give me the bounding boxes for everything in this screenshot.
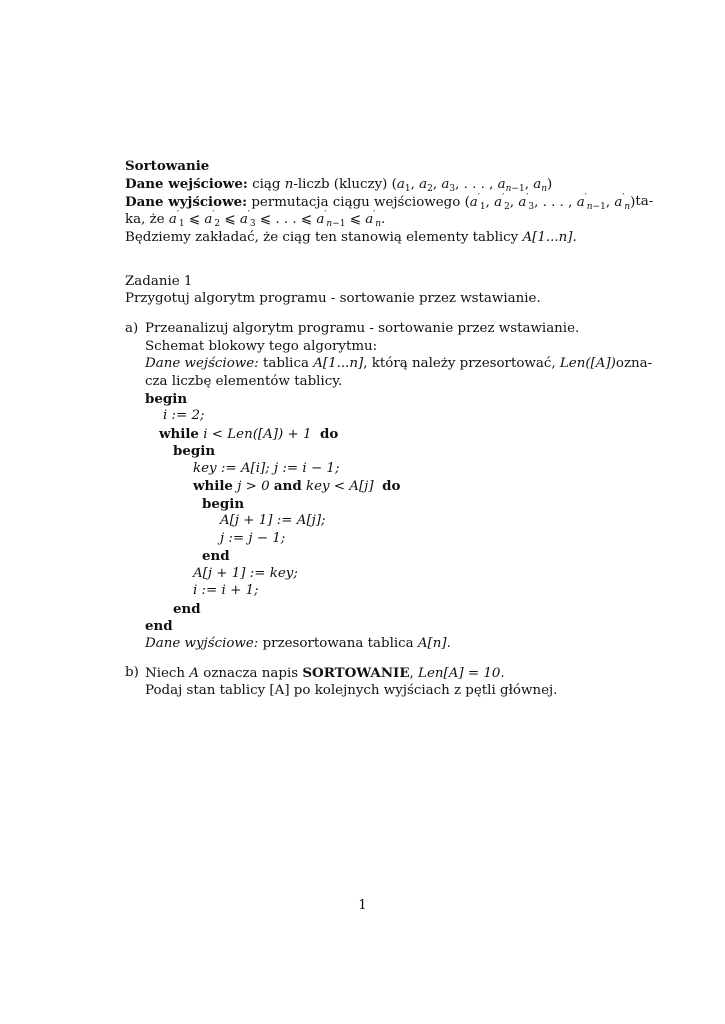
input-sequence-formula: ($a_1$, $a_2$, $a_3$, . . . , $a_{n-1}$, $a_n$) [391, 177, 553, 194]
task-subtitle: Przygotuj algorytm programu - sortowanie przez wstawianie. [125, 291, 541, 306]
output-tail: ta- [635, 194, 654, 209]
input-description [125, 175, 552, 194]
code-decrement: j := j − 1; [220, 531, 286, 546]
code-while-outer: while i < Len([A]) + 1 do [159, 426, 339, 442]
part-a-marker: a) [125, 321, 139, 336]
task-title: Zadanie 1 [125, 274, 193, 289]
part-b-line1: Niech A oznacza napis SORTOWANIE, Len[A] = 10. [145, 665, 505, 681]
input-text: ciąg [252, 177, 281, 192]
part-a-input-label: Dane wejściowe: [145, 356, 259, 371]
part-b-line2: Podaj stan tablicy [A] po kolejnych wyjściach z pętli głównej. [145, 683, 558, 698]
input-label: Dane wejściowe: [125, 176, 248, 192]
output-description [125, 193, 654, 212]
code-increment: i := i + 1; [193, 583, 259, 598]
part-a-output-line: Dane wyjściowe: przesortowana tablica A[n]. [145, 636, 451, 651]
code-while-inner: while j > 0 and key < A[j] do [193, 478, 401, 494]
code-end-1: end [173, 601, 201, 617]
part-a-line2: Schemat blokowy tego algorytmu: [145, 339, 378, 354]
order-formula: $a'_1$ ⩽ $a'_2$ ⩽ $a'_3$ ⩽ . . . ⩽ $a'_{n-1}$ ⩽ $a'_n$. [168, 210, 386, 229]
output-description-line2: ka, że $a'_1$ ⩽ $a'_2$ ⩽ $a'_3$ ⩽ . . . ⩽ $a'_{n-1}$ ⩽ $a'_n$. [125, 210, 386, 229]
assumption-line: Będziemy zakładać, że ciąg ten stanowią elementy tablicy A[1...n]. [125, 230, 577, 245]
code-shift: A[j + 1] := A[j]; [220, 513, 326, 528]
code-init-i: i := 2; [163, 408, 205, 423]
code-begin-1: begin [173, 443, 216, 459]
output-label: Dane wyjściowe: [125, 194, 248, 210]
input-n: n [284, 177, 294, 192]
part-b-marker: b) [125, 665, 139, 680]
array-notation: A[1...n]. [522, 230, 577, 245]
code-end-outer: end [145, 618, 173, 634]
input-text-2: -liczb (kluczy) [293, 177, 388, 192]
section-title: Sortowanie [125, 158, 210, 174]
code-begin-2: begin [202, 496, 245, 512]
sortowanie-word: SORTOWANIE [302, 665, 410, 681]
part-a-input-line2: cza liczbę elementów tablicy. [145, 374, 343, 389]
code-key-assign: key := A[i]; j := i − 1; [193, 461, 340, 476]
code-insert: A[j + 1] := key; [193, 566, 298, 581]
output-text: permutacja ciągu wejściowego [251, 195, 461, 210]
part-a-input-line: Dane wejściowe: tablica A[1...n], którą należy przesortować, Len([A]) ozna- [145, 356, 653, 371]
code-begin-outer: begin [145, 391, 188, 407]
page-number: 1 [358, 898, 367, 913]
code-end-2: end [202, 548, 230, 564]
part-a-line1: Przeanalizuj algorytm programu - sortowanie przez wstawianie. [145, 321, 580, 336]
output-sequence-formula: ($a'_1$, $a'_2$, $a'_3$, . . . , $a'_{n-1}$, $a'_n$) [464, 193, 636, 212]
